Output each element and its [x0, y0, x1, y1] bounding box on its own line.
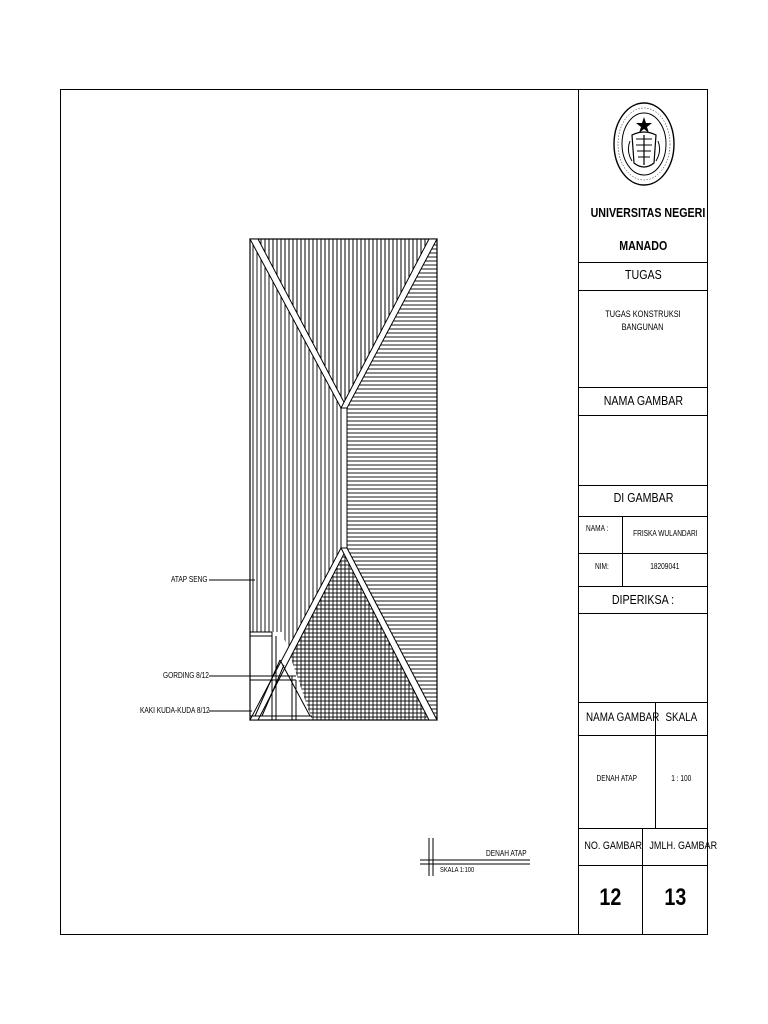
diperiksa-header: DIPERIKSA :	[611, 592, 675, 607]
nama-gambar-header: NAMA GAMBAR	[603, 393, 683, 408]
callout-gording: GORDING 8/12	[163, 671, 209, 680]
nama-value: FRISKA WULANDARI	[632, 529, 698, 538]
drawing-name-value: DENAH ATAP	[596, 774, 637, 783]
drawing-caption-title: DENAH ATAP	[486, 849, 527, 858]
callout-kaki-kuda: KAKI KUDA-KUDA 8/12	[140, 706, 210, 715]
institution-name-line1: UNIVERSITAS NEGERI	[590, 205, 706, 220]
nim-value: 18209041	[650, 562, 680, 571]
skala-column-header: SKALA	[665, 710, 698, 724]
tugas-header: TUGAS	[624, 267, 662, 282]
tugas-value-line1: TUGAS KONSTRUKSI	[605, 309, 681, 319]
nama-gambar-column-header: NAMA GAMBAR	[586, 710, 660, 724]
institution-name-line2: MANADO	[619, 238, 667, 253]
jml-gambar-label: JMLH. GAMBAR	[649, 840, 718, 852]
nama-label: NAMA :	[586, 524, 609, 533]
drawing-caption-scale: SKALA 1:100	[440, 867, 475, 874]
callout-atap-seng: ATAP SENG	[171, 575, 208, 584]
scale-value: 1 : 100	[671, 774, 692, 783]
no-gambar-value: 12	[599, 884, 621, 911]
digambar-header: DI GAMBAR	[613, 490, 673, 505]
jml-gambar-value: 13	[664, 884, 686, 911]
nim-label: NIM:	[595, 562, 609, 571]
tugas-value-line2: BANGUNAN	[622, 322, 664, 332]
no-gambar-label: NO. GAMBAR	[584, 840, 642, 852]
callout-leaders	[209, 580, 255, 711]
